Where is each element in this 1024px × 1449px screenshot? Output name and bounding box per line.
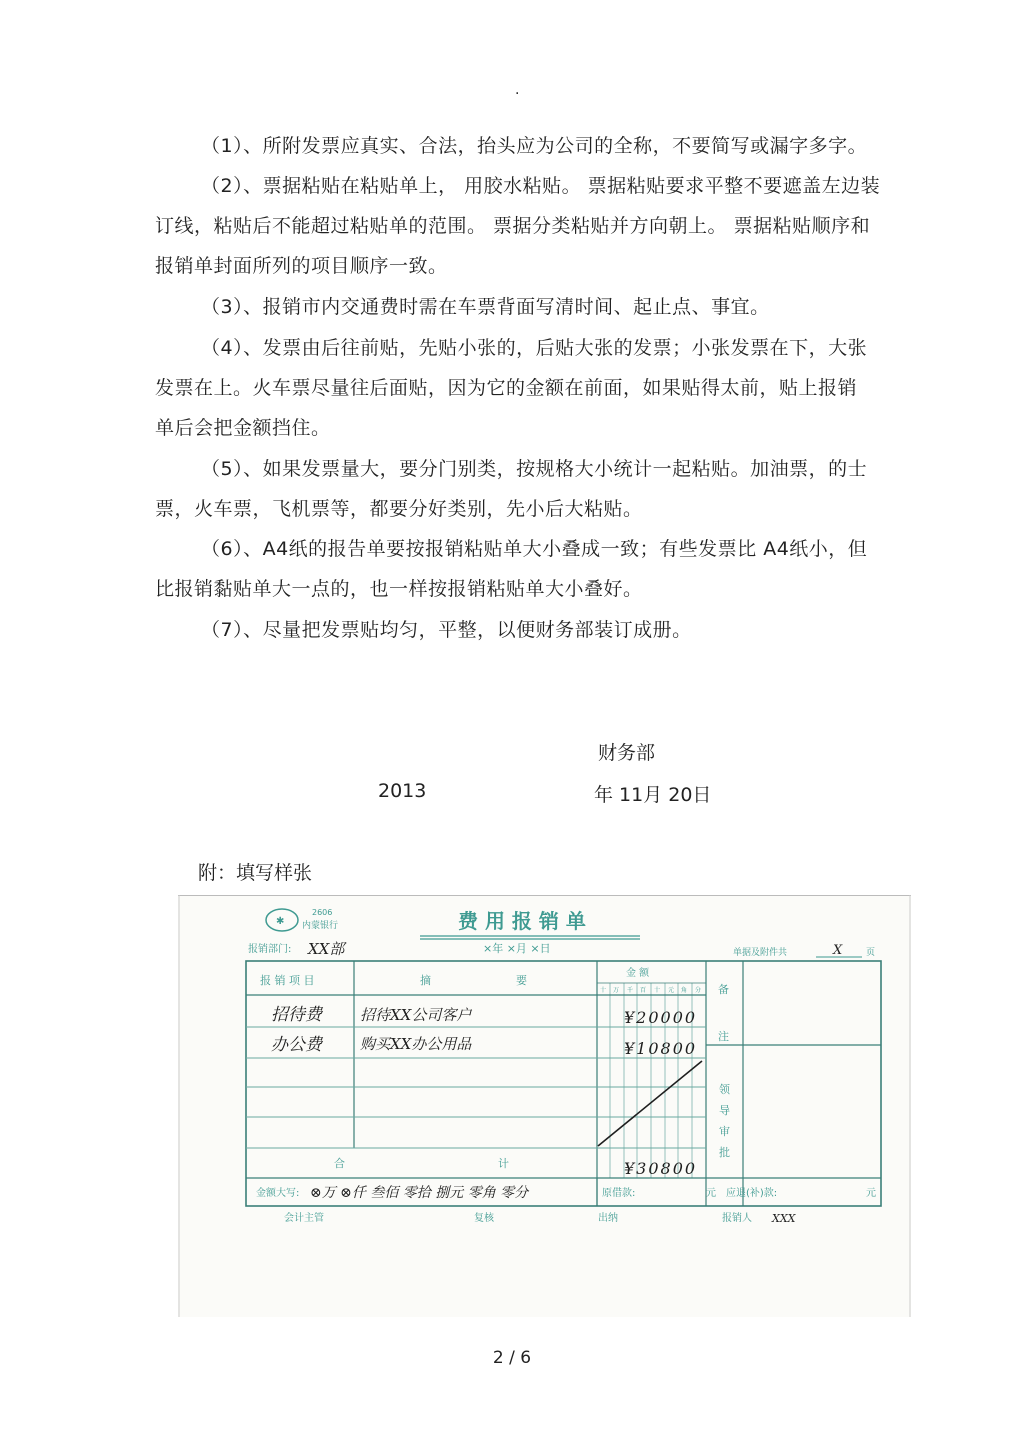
bank-logo: [266, 908, 338, 931]
capital-value: ⊗万 ⊗仟 叁佰 零拾 捌元 零角 零分: [310, 1185, 529, 1201]
paragraph-line: 比报销黏贴单大一点的，也一样按报销粘贴单大小叠好。: [155, 578, 643, 600]
logo-text: 内蒙银行: [302, 921, 339, 931]
digit-head: 千: [627, 987, 634, 994]
remark-header-1: 备: [718, 983, 729, 996]
total-label-1: 合: [334, 1157, 345, 1170]
logo-year: 2606: [312, 908, 333, 917]
date-value: ×年 ×月 ×日: [483, 942, 551, 955]
row-1-item: 招待费: [271, 1005, 322, 1025]
paragraph-line: 发票在上。火车票尽量往后面贴，因为它的金额在前面，如果贴得太前，贴上报销: [155, 377, 858, 399]
approve-char: 审: [719, 1125, 730, 1138]
sig-claimant: 报销人: [722, 1213, 752, 1224]
paragraph-line: （6）、A4纸的报告单要按报销粘贴单大小叠成一致；有些发票比 A4纸小，但: [201, 538, 868, 560]
digit-head: 元: [668, 987, 675, 994]
expense-form-sample: [178, 895, 911, 1317]
paragraph-line: 报销单封面所列的项目顺序一致。: [155, 255, 448, 277]
col-abstract-header-1: 摘: [420, 974, 431, 987]
approve-char: 领: [719, 1083, 730, 1096]
total-label-2: 计: [498, 1157, 509, 1170]
digit-head: 角: [681, 987, 688, 994]
page-number: 2 / 6: [492, 1348, 532, 1368]
attach-value: X: [833, 943, 843, 958]
svg-text:✱: ✱: [276, 916, 285, 927]
dept-value: XX部: [308, 940, 345, 958]
paragraph-line: （1）、所附发票应真实、合法，抬头应为公司的全称，不要简写或漏字多字。: [201, 135, 868, 157]
col-abstract-header-2: 要: [516, 974, 527, 987]
paragraph-5: [155, 449, 895, 529]
approve-char: 导: [719, 1104, 730, 1117]
digit-head: 万: [613, 987, 620, 994]
sig-review: 复核: [474, 1213, 494, 1224]
header-dot: .: [515, 82, 520, 98]
digit-head: 百: [640, 987, 647, 994]
sig-claimant-value: XXX: [772, 1212, 796, 1225]
signature-department: 财务部: [598, 742, 656, 764]
approve-char: 批: [719, 1146, 730, 1159]
paragraph-1: [155, 126, 895, 166]
total-amount: ¥30800: [624, 1159, 698, 1178]
paragraph-line: （2）、票据粘贴在粘贴单上， 用胶水粘贴。 票据粘贴要求平整不要遮盖左边装: [201, 175, 881, 197]
refund-label: 应退(补)款:: [726, 1188, 778, 1199]
paragraph-7: [155, 610, 895, 650]
row-2-amount: ¥10800: [624, 1039, 698, 1058]
paragraph-line: 订线，粘贴后不能超过粘贴单的范围。 票据分类粘贴并方向朝上。 票据粘贴顺序和: [155, 215, 871, 237]
row-1-abstract: 招待XX公司客户: [360, 1006, 472, 1024]
dept-label: 报销部门:: [248, 944, 292, 955]
form-title: 费 用 报 销 单: [458, 909, 586, 933]
digit-head: 分: [695, 987, 702, 994]
appendix-label: 附：填写样张: [198, 862, 313, 884]
sig-cashier: 出纳: [598, 1213, 618, 1224]
refund-unit: 元: [866, 1188, 876, 1199]
paragraph-4: [155, 328, 895, 448]
paragraph-6: [155, 529, 895, 609]
borrow-unit: 元: [706, 1188, 716, 1199]
attach-label: 单据及附件共: [733, 948, 788, 958]
signature-date: 年 11月 20日: [594, 784, 712, 806]
paragraph-line: （7）、尽量把发票贴均匀，平整，以便财务部装订成册。: [201, 619, 692, 641]
paragraph-3: [155, 287, 895, 327]
attach-unit: 页: [866, 948, 876, 958]
paragraph-line: （5）、如果发票量大，要分门别类，按规格大小统计一起粘贴。加油票，的士: [201, 458, 868, 480]
col-amount-header: 金 额: [626, 968, 650, 979]
paragraph-line: 票，火车票，飞机票等，都要分好类别，先小后大粘贴。: [155, 498, 643, 520]
remark-header-2: 注: [718, 1030, 729, 1043]
paragraph-line: 单后会把金额挡住。: [155, 417, 331, 439]
sig-accountant: 会计主管: [284, 1213, 324, 1224]
digit-head: 十: [600, 987, 607, 994]
paragraph-2: [155, 166, 895, 286]
capital-label: 金额大写:: [256, 1188, 300, 1199]
paragraph-line: （3）、报销市内交通费时需在车票背面写清时间、起止点、事宜。: [201, 296, 770, 318]
paragraph-line: （4）、发票由后往前贴，先贴小张的，后贴大张的发票；小张发票在下，大张: [201, 337, 868, 359]
expense-form-drawing: [178, 895, 911, 1317]
row-2-abstract: 购买XX办公用品: [360, 1035, 472, 1053]
borrow-label: 原借款:: [602, 1188, 636, 1199]
col-item-header: 报 销 项 目: [260, 974, 315, 987]
row-2-item: 办公费: [271, 1035, 322, 1055]
signature-year: 2013: [378, 780, 427, 802]
digit-head: 十: [654, 987, 661, 994]
row-1-amount: ¥20000: [624, 1008, 698, 1027]
